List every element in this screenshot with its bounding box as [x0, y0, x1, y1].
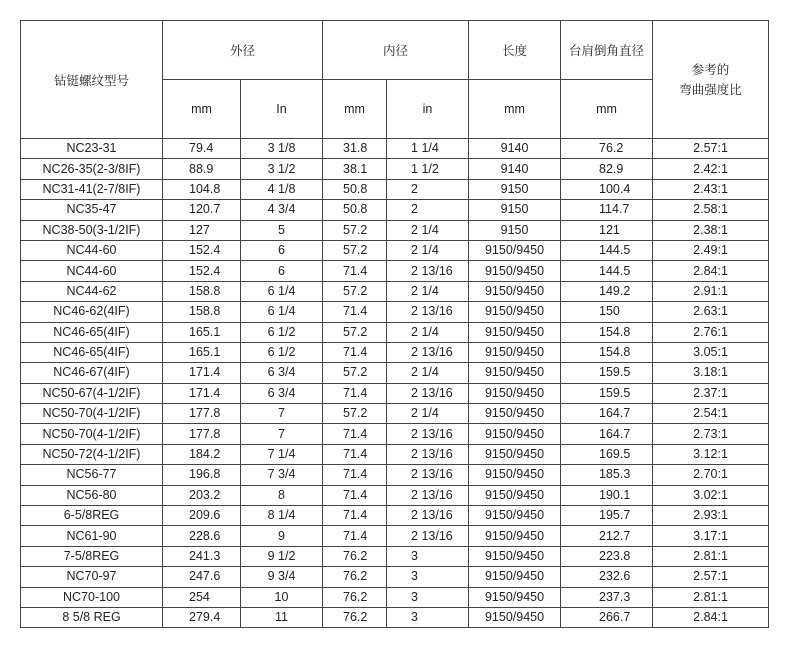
- cell-bending-ratio: 2.76:1: [653, 322, 769, 342]
- cell-id-in: 1 1/2: [387, 159, 469, 179]
- cell-length: 9150/9450: [469, 587, 561, 607]
- cell-bevel-dia: 76.2: [561, 139, 653, 159]
- cell-od-in: 9 1/2: [241, 546, 323, 566]
- cell-length: 9150/9450: [469, 485, 561, 505]
- cell-id-mm: 50.8: [323, 200, 387, 220]
- cell-bending-ratio: 2.81:1: [653, 546, 769, 566]
- cell-length: 9150/9450: [469, 465, 561, 485]
- cell-length: 9150: [469, 220, 561, 240]
- unit-id-in: in: [387, 80, 469, 139]
- cell-od-in: 6 3/4: [241, 383, 323, 403]
- cell-bevel-dia: 164.7: [561, 404, 653, 424]
- cell-id-mm: 76.2: [323, 567, 387, 587]
- cell-od-in: 6: [241, 261, 323, 281]
- cell-id-in: 3: [387, 546, 469, 566]
- unit-bevel-mm: mm: [561, 80, 653, 139]
- cell-id-in: 2 1/4: [387, 322, 469, 342]
- cell-id-mm: 57.2: [323, 240, 387, 260]
- cell-od-mm: 203.2: [163, 485, 241, 505]
- header-row-top: [21, 21, 769, 80]
- cell-id-in: 2 13/16: [387, 506, 469, 526]
- cell-length: 9150/9450: [469, 607, 561, 627]
- cell-id-in: 2 1/4: [387, 404, 469, 424]
- cell-id-in: 2 1/4: [387, 220, 469, 240]
- cell-od-mm: 165.1: [163, 342, 241, 362]
- table-row: [21, 342, 769, 362]
- table-row: [21, 506, 769, 526]
- table-row: [21, 302, 769, 322]
- cell-id-in: 2: [387, 179, 469, 199]
- header-bevel-diameter: 台肩倒角直径: [561, 21, 653, 80]
- cell-id-mm: 71.4: [323, 302, 387, 322]
- cell-model: NC35-47: [21, 200, 163, 220]
- cell-bending-ratio: 2.37:1: [653, 383, 769, 403]
- cell-od-in: 7 3/4: [241, 465, 323, 485]
- cell-bevel-dia: 159.5: [561, 383, 653, 403]
- cell-bevel-dia: 266.7: [561, 607, 653, 627]
- cell-model: NC44-60: [21, 261, 163, 281]
- cell-model: NC50-70(4-1/2IF): [21, 404, 163, 424]
- cell-od-mm: 171.4: [163, 383, 241, 403]
- cell-model: NC70-97: [21, 567, 163, 587]
- cell-od-in: 3 1/2: [241, 159, 323, 179]
- cell-od-in: 6 3/4: [241, 363, 323, 383]
- table-row: [21, 587, 769, 607]
- cell-od-mm: 88.9: [163, 159, 241, 179]
- cell-id-in: 2 13/16: [387, 465, 469, 485]
- cell-od-in: 9: [241, 526, 323, 546]
- cell-id-mm: 38.1: [323, 159, 387, 179]
- cell-bending-ratio: 2.63:1: [653, 302, 769, 322]
- cell-bevel-dia: 237.3: [561, 587, 653, 607]
- cell-length: 9150/9450: [469, 526, 561, 546]
- cell-od-mm: 209.6: [163, 506, 241, 526]
- cell-id-mm: 71.4: [323, 383, 387, 403]
- cell-model: NC44-62: [21, 281, 163, 301]
- cell-model: NC70-100: [21, 587, 163, 607]
- cell-id-mm: 71.4: [323, 342, 387, 362]
- cell-od-in: 8: [241, 485, 323, 505]
- cell-bevel-dia: 232.6: [561, 567, 653, 587]
- cell-bevel-dia: 223.8: [561, 546, 653, 566]
- cell-od-in: 4 1/8: [241, 179, 323, 199]
- cell-od-in: 7 1/4: [241, 444, 323, 464]
- cell-id-in: 2 1/4: [387, 363, 469, 383]
- cell-od-in: 6 1/4: [241, 302, 323, 322]
- cell-od-mm: 241.3: [163, 546, 241, 566]
- table-row: [21, 159, 769, 179]
- table-row: [21, 281, 769, 301]
- cell-id-in: 2 13/16: [387, 424, 469, 444]
- table-row: [21, 485, 769, 505]
- cell-od-mm: 279.4: [163, 607, 241, 627]
- cell-id-in: 2 13/16: [387, 342, 469, 362]
- cell-length: 9150/9450: [469, 567, 561, 587]
- cell-model: NC31-41(2-7/8IF): [21, 179, 163, 199]
- table-row: [21, 179, 769, 199]
- cell-id-mm: 57.2: [323, 322, 387, 342]
- drill-collar-spec-table: [20, 20, 769, 628]
- cell-od-mm: 228.6: [163, 526, 241, 546]
- cell-model: NC23-31: [21, 139, 163, 159]
- cell-id-mm: 71.4: [323, 261, 387, 281]
- cell-bending-ratio: 2.42:1: [653, 159, 769, 179]
- cell-model: NC46-65(4IF): [21, 322, 163, 342]
- cell-model: NC56-80: [21, 485, 163, 505]
- cell-id-mm: 71.4: [323, 465, 387, 485]
- cell-id-in: 3: [387, 607, 469, 627]
- cell-id-mm: 57.2: [323, 404, 387, 424]
- cell-bending-ratio: 2.84:1: [653, 607, 769, 627]
- cell-od-in: 3 1/8: [241, 139, 323, 159]
- cell-bending-ratio: 3.05:1: [653, 342, 769, 362]
- cell-model: NC38-50(3-1/2IF): [21, 220, 163, 240]
- cell-length: 9150/9450: [469, 404, 561, 424]
- cell-bending-ratio: 2.57:1: [653, 567, 769, 587]
- table-row: [21, 607, 769, 627]
- cell-bevel-dia: 185.3: [561, 465, 653, 485]
- cell-od-in: 4 3/4: [241, 200, 323, 220]
- cell-id-mm: 71.4: [323, 526, 387, 546]
- cell-bevel-dia: 149.2: [561, 281, 653, 301]
- table-row: [21, 220, 769, 240]
- cell-bevel-dia: 159.5: [561, 363, 653, 383]
- cell-id-in: 2 13/16: [387, 485, 469, 505]
- cell-model: 7-5/8REG: [21, 546, 163, 566]
- cell-model: NC26-35(2-3/8IF): [21, 159, 163, 179]
- table-row: [21, 546, 769, 566]
- cell-od-in: 6 1/4: [241, 281, 323, 301]
- cell-id-in: 2 13/16: [387, 302, 469, 322]
- cell-id-mm: 57.2: [323, 363, 387, 383]
- cell-od-in: 6: [241, 240, 323, 260]
- cell-length: 9150/9450: [469, 302, 561, 322]
- cell-id-mm: 57.2: [323, 220, 387, 240]
- cell-id-mm: 71.4: [323, 444, 387, 464]
- cell-length: 9150/9450: [469, 281, 561, 301]
- cell-length: 9150/9450: [469, 322, 561, 342]
- cell-od-mm: 158.8: [163, 281, 241, 301]
- cell-od-mm: 158.8: [163, 302, 241, 322]
- cell-od-in: 6 1/2: [241, 342, 323, 362]
- cell-od-mm: 184.2: [163, 444, 241, 464]
- table-row: [21, 465, 769, 485]
- cell-model: 6-5/8REG: [21, 506, 163, 526]
- header-outer-diameter: 外径: [163, 21, 323, 80]
- cell-id-mm: 31.8: [323, 139, 387, 159]
- header-model: 钻铤螺纹型号: [21, 21, 163, 139]
- cell-id-mm: 76.2: [323, 587, 387, 607]
- table-row: [21, 322, 769, 342]
- cell-od-in: 8 1/4: [241, 506, 323, 526]
- table-row: [21, 526, 769, 546]
- cell-bevel-dia: 114.7: [561, 200, 653, 220]
- cell-id-in: 2 13/16: [387, 526, 469, 546]
- cell-model: NC50-67(4-1/2IF): [21, 383, 163, 403]
- cell-od-in: 10: [241, 587, 323, 607]
- cell-id-in: 2: [387, 200, 469, 220]
- cell-id-in: 3: [387, 587, 469, 607]
- cell-od-mm: 247.6: [163, 567, 241, 587]
- cell-bevel-dia: 212.7: [561, 526, 653, 546]
- table-row: [21, 404, 769, 424]
- cell-id-mm: 57.2: [323, 281, 387, 301]
- cell-id-mm: 76.2: [323, 607, 387, 627]
- cell-od-in: 7: [241, 404, 323, 424]
- cell-bending-ratio: 2.49:1: [653, 240, 769, 260]
- cell-id-in: 1 1/4: [387, 139, 469, 159]
- cell-length: 9150/9450: [469, 240, 561, 260]
- cell-od-mm: 177.8: [163, 404, 241, 424]
- cell-length: 9150/9450: [469, 546, 561, 566]
- cell-bending-ratio: 2.58:1: [653, 200, 769, 220]
- cell-id-in: 2 13/16: [387, 444, 469, 464]
- cell-bending-ratio: 2.91:1: [653, 281, 769, 301]
- cell-bending-ratio: 2.57:1: [653, 139, 769, 159]
- cell-model: NC44-60: [21, 240, 163, 260]
- table-row: [21, 383, 769, 403]
- header-length: 长度: [469, 21, 561, 80]
- cell-length: 9150: [469, 179, 561, 199]
- cell-bevel-dia: 190.1: [561, 485, 653, 505]
- cell-bending-ratio: 2.81:1: [653, 587, 769, 607]
- cell-bending-ratio: 2.54:1: [653, 404, 769, 424]
- cell-od-in: 5: [241, 220, 323, 240]
- cell-od-in: 6 1/2: [241, 322, 323, 342]
- cell-length: 9150: [469, 200, 561, 220]
- cell-bevel-dia: 195.7: [561, 506, 653, 526]
- header-bending-ratio-line2: 弯曲强度比: [679, 82, 742, 97]
- cell-length: 9150/9450: [469, 424, 561, 444]
- table-row: [21, 139, 769, 159]
- cell-od-mm: 152.4: [163, 240, 241, 260]
- cell-length: 9150/9450: [469, 342, 561, 362]
- cell-od-mm: 254: [163, 587, 241, 607]
- cell-length: 9150/9450: [469, 363, 561, 383]
- cell-bevel-dia: 144.5: [561, 261, 653, 281]
- cell-bevel-dia: 82.9: [561, 159, 653, 179]
- cell-id-in: 2 1/4: [387, 281, 469, 301]
- cell-id-mm: 71.4: [323, 485, 387, 505]
- cell-length: 9150/9450: [469, 383, 561, 403]
- cell-bending-ratio: 3.18:1: [653, 363, 769, 383]
- cell-model: NC46-62(4IF): [21, 302, 163, 322]
- cell-length: 9150/9450: [469, 444, 561, 464]
- cell-od-in: 7: [241, 424, 323, 444]
- table-row: [21, 200, 769, 220]
- cell-id-in: 2 1/4: [387, 240, 469, 260]
- cell-od-in: 9 3/4: [241, 567, 323, 587]
- table-row: [21, 444, 769, 464]
- unit-id-mm: mm: [323, 80, 387, 139]
- cell-bending-ratio: 2.73:1: [653, 424, 769, 444]
- cell-od-mm: 171.4: [163, 363, 241, 383]
- header-inner-diameter: 内径: [323, 21, 469, 80]
- cell-length: 9140: [469, 139, 561, 159]
- cell-id-in: 3: [387, 567, 469, 587]
- header-bending-ratio-line1: 参考的: [691, 62, 730, 77]
- cell-bending-ratio: 2.38:1: [653, 220, 769, 240]
- cell-model: NC46-67(4IF): [21, 363, 163, 383]
- cell-bevel-dia: 154.8: [561, 322, 653, 342]
- cell-length: 9140: [469, 159, 561, 179]
- cell-od-mm: 177.8: [163, 424, 241, 444]
- cell-bending-ratio: 2.70:1: [653, 465, 769, 485]
- cell-model: NC50-70(4-1/2IF): [21, 424, 163, 444]
- cell-od-mm: 165.1: [163, 322, 241, 342]
- table-row: [21, 261, 769, 281]
- table-row: [21, 567, 769, 587]
- cell-bevel-dia: 169.5: [561, 444, 653, 464]
- cell-bevel-dia: 154.8: [561, 342, 653, 362]
- cell-bevel-dia: 150: [561, 302, 653, 322]
- cell-id-in: 2 13/16: [387, 383, 469, 403]
- cell-length: 9150/9450: [469, 261, 561, 281]
- unit-od-mm: mm: [163, 80, 241, 139]
- cell-od-mm: 104.8: [163, 179, 241, 199]
- cell-length: 9150/9450: [469, 506, 561, 526]
- cell-bevel-dia: 144.5: [561, 240, 653, 260]
- cell-od-mm: 120.7: [163, 200, 241, 220]
- cell-bevel-dia: 121: [561, 220, 653, 240]
- cell-bending-ratio: 3.17:1: [653, 526, 769, 546]
- cell-id-mm: 76.2: [323, 546, 387, 566]
- cell-model: NC56-77: [21, 465, 163, 485]
- cell-id-mm: 50.8: [323, 179, 387, 199]
- table-body: [21, 139, 769, 628]
- cell-od-in: 11: [241, 607, 323, 627]
- table-row: [21, 363, 769, 383]
- cell-bending-ratio: 3.02:1: [653, 485, 769, 505]
- cell-bending-ratio: 3.12:1: [653, 444, 769, 464]
- cell-id-mm: 71.4: [323, 506, 387, 526]
- cell-od-mm: 196.8: [163, 465, 241, 485]
- cell-bevel-dia: 100.4: [561, 179, 653, 199]
- header-bending-ratio: [653, 21, 769, 139]
- cell-model: 8 5/8 REG: [21, 607, 163, 627]
- cell-bending-ratio: 2.84:1: [653, 261, 769, 281]
- cell-bevel-dia: 164.7: [561, 424, 653, 444]
- cell-model: NC50-72(4-1/2IF): [21, 444, 163, 464]
- cell-model: NC61-90: [21, 526, 163, 546]
- cell-od-mm: 79.4: [163, 139, 241, 159]
- cell-od-mm: 152.4: [163, 261, 241, 281]
- cell-id-mm: 71.4: [323, 424, 387, 444]
- table-row: [21, 240, 769, 260]
- cell-id-in: 2 13/16: [387, 261, 469, 281]
- cell-od-mm: 127: [163, 220, 241, 240]
- table-row: [21, 424, 769, 444]
- unit-length-mm: mm: [469, 80, 561, 139]
- cell-bending-ratio: 2.93:1: [653, 506, 769, 526]
- cell-model: NC46-65(4IF): [21, 342, 163, 362]
- cell-bending-ratio: 2.43:1: [653, 179, 769, 199]
- unit-od-in: In: [241, 80, 323, 139]
